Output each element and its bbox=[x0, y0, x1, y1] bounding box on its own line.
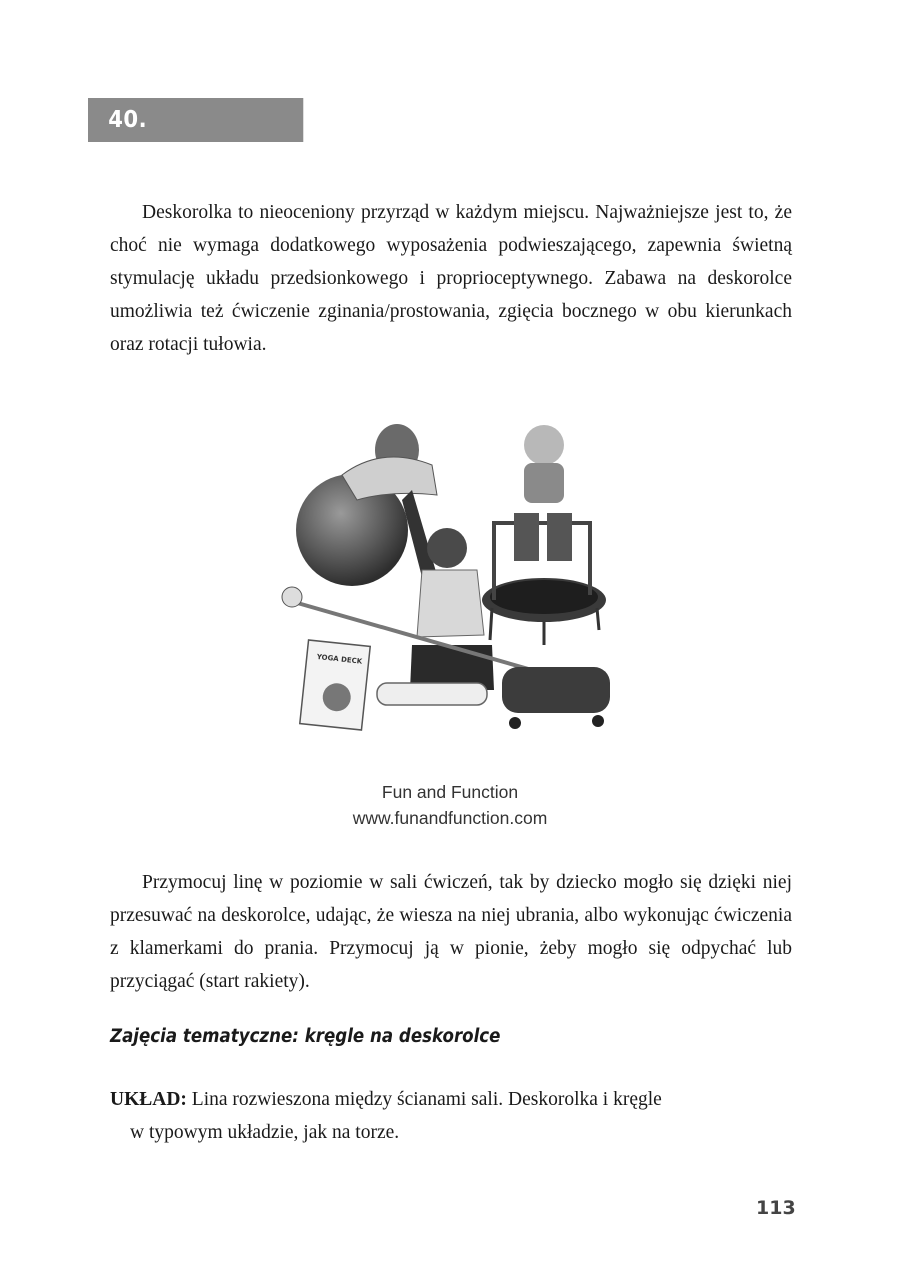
figure-caption-url: www.funandfunction.com bbox=[352, 808, 548, 828]
boy bbox=[524, 425, 564, 465]
product-photo bbox=[262, 405, 638, 755]
layout-label: UKŁAD: bbox=[110, 1089, 187, 1110]
instruction-paragraph: Przymocuj linę w poziomie w sali ćwiczeń, tak by dziecko mogło się dzięki niej przesuwać na deskorolce, udając, że wiesza na niej ubrania, albo wykonując ćwiczenia z klamerkami do prania. Przymocuj ją w pionie, żeby mogło się odpychać lub przyciągać (start rakiety). bbox=[110, 872, 792, 992]
card-text: YOGA DECK bbox=[316, 652, 363, 666]
kneeling-girl bbox=[427, 528, 467, 568]
dark-scooterboard bbox=[502, 667, 610, 713]
figure-caption-title: Fun and Function bbox=[381, 782, 519, 802]
section-heading: 40. DESKOROLKA bbox=[88, 98, 303, 142]
layout-section bbox=[110, 1083, 800, 1149]
page-number: 113 bbox=[756, 1197, 796, 1219]
white-scooterboard bbox=[377, 683, 487, 705]
layout-text-line1: Lina rozwieszona między ścianami sali. Deskorolka i kręgle bbox=[186, 1089, 662, 1110]
intro-paragraph: Deskorolka to nieoceniony przyrząd w każdym miejscu. Najważniejsze jest to, że choć nie wymaga dodatkowego wyposażenia podwieszającego, zapewnia świetną stymulację układu przedsionkowego i proprioceptywnego. Zabawa na deskorolce umożliwia też ćwiczenie zginania/prostowania, zgięcia bocznego w obu kierunkach oraz rotacji tułowia. bbox=[110, 202, 792, 355]
activity-subheading: Zajęcia tematyczne: kręgle na deskorolce bbox=[110, 1026, 501, 1047]
layout-text-line2: w typowym układzie, jak na torze. bbox=[130, 1122, 400, 1143]
